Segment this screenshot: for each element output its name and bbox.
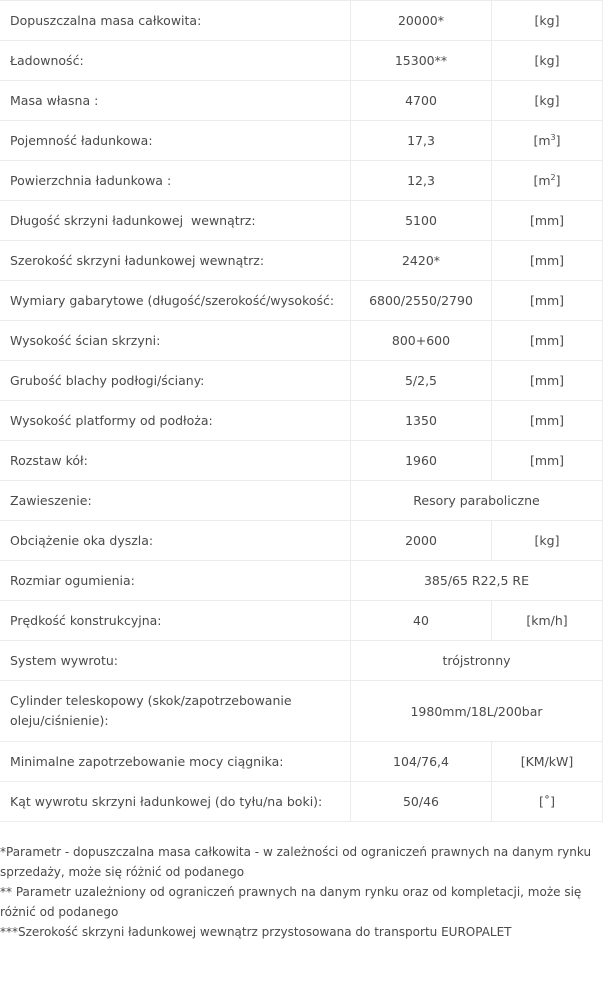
table-row: [0, 41, 603, 81]
row-label: Rozmiar ogumienia:: [0, 561, 351, 601]
unit-base: [m: [533, 173, 551, 188]
row-unit: [mm]: [492, 441, 603, 481]
row-unit: [mm]: [492, 201, 603, 241]
row-value: 12,3: [351, 161, 492, 201]
table-row: [0, 742, 603, 782]
row-value: 1350: [351, 401, 492, 441]
row-label: Obciążenie oka dyszla:: [0, 521, 351, 561]
row-unit: [kg]: [492, 521, 603, 561]
table-row: [0, 1, 603, 41]
row-value: 2420*: [351, 241, 492, 281]
row-unit: [KM/kW]: [492, 742, 603, 782]
row-unit: [kg]: [492, 81, 603, 121]
table-row: [0, 241, 603, 281]
table-row: [0, 681, 603, 742]
table-row: [0, 121, 603, 161]
row-value: 104/76,4: [351, 742, 492, 782]
row-label: Rozstaw kół:: [0, 441, 351, 481]
table-row: [0, 481, 603, 521]
row-unit: [km/h]: [492, 601, 603, 641]
row-label-line1: Cylinder teleskopowy (skok/zapotrzebowanie: [10, 693, 292, 708]
row-label: Powierzchnia ładunkowa :: [0, 161, 351, 201]
table-row: [0, 521, 603, 561]
row-unit: [mm]: [492, 401, 603, 441]
row-label: Masa własna :: [0, 81, 351, 121]
row-value: 800+600: [351, 321, 492, 361]
table-row: [0, 361, 603, 401]
table-row: [0, 81, 603, 121]
table-row: [0, 561, 603, 601]
row-value: 5/2,5: [351, 361, 492, 401]
unit-superscript: 3: [550, 132, 556, 142]
row-unit: [mm]: [492, 241, 603, 281]
table-row: [0, 321, 603, 361]
table-row: [0, 281, 603, 321]
row-value: 1980mm/18L/200bar: [351, 681, 603, 742]
row-value: 15300**: [351, 41, 492, 81]
row-value: 20000*: [351, 1, 492, 41]
footnote-3: ***Szerokość skrzyni ładunkowej wewnątrz przystosowana do transportu EUROPALET: [0, 925, 512, 939]
row-label: Pojemność ładunkowa:: [0, 121, 351, 161]
table-row: [0, 401, 603, 441]
table-row: [0, 201, 603, 241]
table-row: [0, 641, 603, 681]
footnote-1: *Parametr - dopuszczalna masa całkowita - w zależności od ograniczeń prawnych na danym rynku sprzedaży, może się różnić od podanego: [0, 845, 592, 879]
unit-superscript: 2: [550, 172, 556, 182]
row-value: trójstronny: [351, 641, 603, 681]
row-unit: [mm]: [492, 361, 603, 401]
row-label: Kąt wywrotu skrzyni ładunkowej (do tyłu/na boki):: [0, 782, 351, 822]
row-value: 50/46: [351, 782, 492, 822]
row-label: Prędkość konstrukcyjna:: [0, 601, 351, 641]
row-label: Wysokość platformy od podłoża:: [0, 401, 351, 441]
row-label: Wysokość ścian skrzyni:: [0, 321, 351, 361]
row-value: 17,3: [351, 121, 492, 161]
row-unit: [mm]: [492, 281, 603, 321]
row-value: 385/65 R22,5 RE: [351, 561, 603, 601]
footnote-2: ** Parametr uzależniony od ograniczeń prawnych na danym rynku oraz od kompletacji, może się różnić od podanego: [0, 885, 582, 919]
row-unit: [mm]: [492, 321, 603, 361]
row-value: Resory paraboliczne: [351, 481, 603, 521]
table-row: [0, 782, 603, 822]
row-label: Zawieszenie:: [0, 481, 351, 521]
row-unit: [kg]: [492, 41, 603, 81]
unit-end: ]: [555, 173, 561, 188]
row-value: 6800/2550/2790: [351, 281, 492, 321]
row-label: Minimalne zapotrzebowanie mocy ciągnika:: [0, 742, 351, 782]
row-label-line2: oleju/ciśnienie):: [10, 713, 109, 728]
row-label: [0, 681, 351, 742]
row-unit: [492, 121, 603, 161]
table-row: [0, 601, 603, 641]
footnotes: [0, 842, 611, 942]
row-label: Długość skrzyni ładunkowej wewnątrz:: [0, 201, 351, 241]
row-label: Grubość blachy podłogi/ściany:: [0, 361, 351, 401]
unit-base: [m: [533, 133, 551, 148]
unit-end: ]: [555, 133, 561, 148]
row-label: Szerokość skrzyni ładunkowej wewnątrz:: [0, 241, 351, 281]
row-unit: [492, 161, 603, 201]
row-unit: [˚]: [492, 782, 603, 822]
row-unit: [kg]: [492, 1, 603, 41]
table-row: [0, 161, 603, 201]
row-value: 40: [351, 601, 492, 641]
row-label: Dopuszczalna masa całkowita:: [0, 1, 351, 41]
row-value: 5100: [351, 201, 492, 241]
row-value: 1960: [351, 441, 492, 481]
table-row: [0, 441, 603, 481]
row-value: 4700: [351, 81, 492, 121]
row-label: Wymiary gabarytowe (długość/szerokość/wysokość:: [0, 281, 351, 321]
row-value: 2000: [351, 521, 492, 561]
row-label: Ładowność:: [0, 41, 351, 81]
row-label: System wywrotu:: [0, 641, 351, 681]
